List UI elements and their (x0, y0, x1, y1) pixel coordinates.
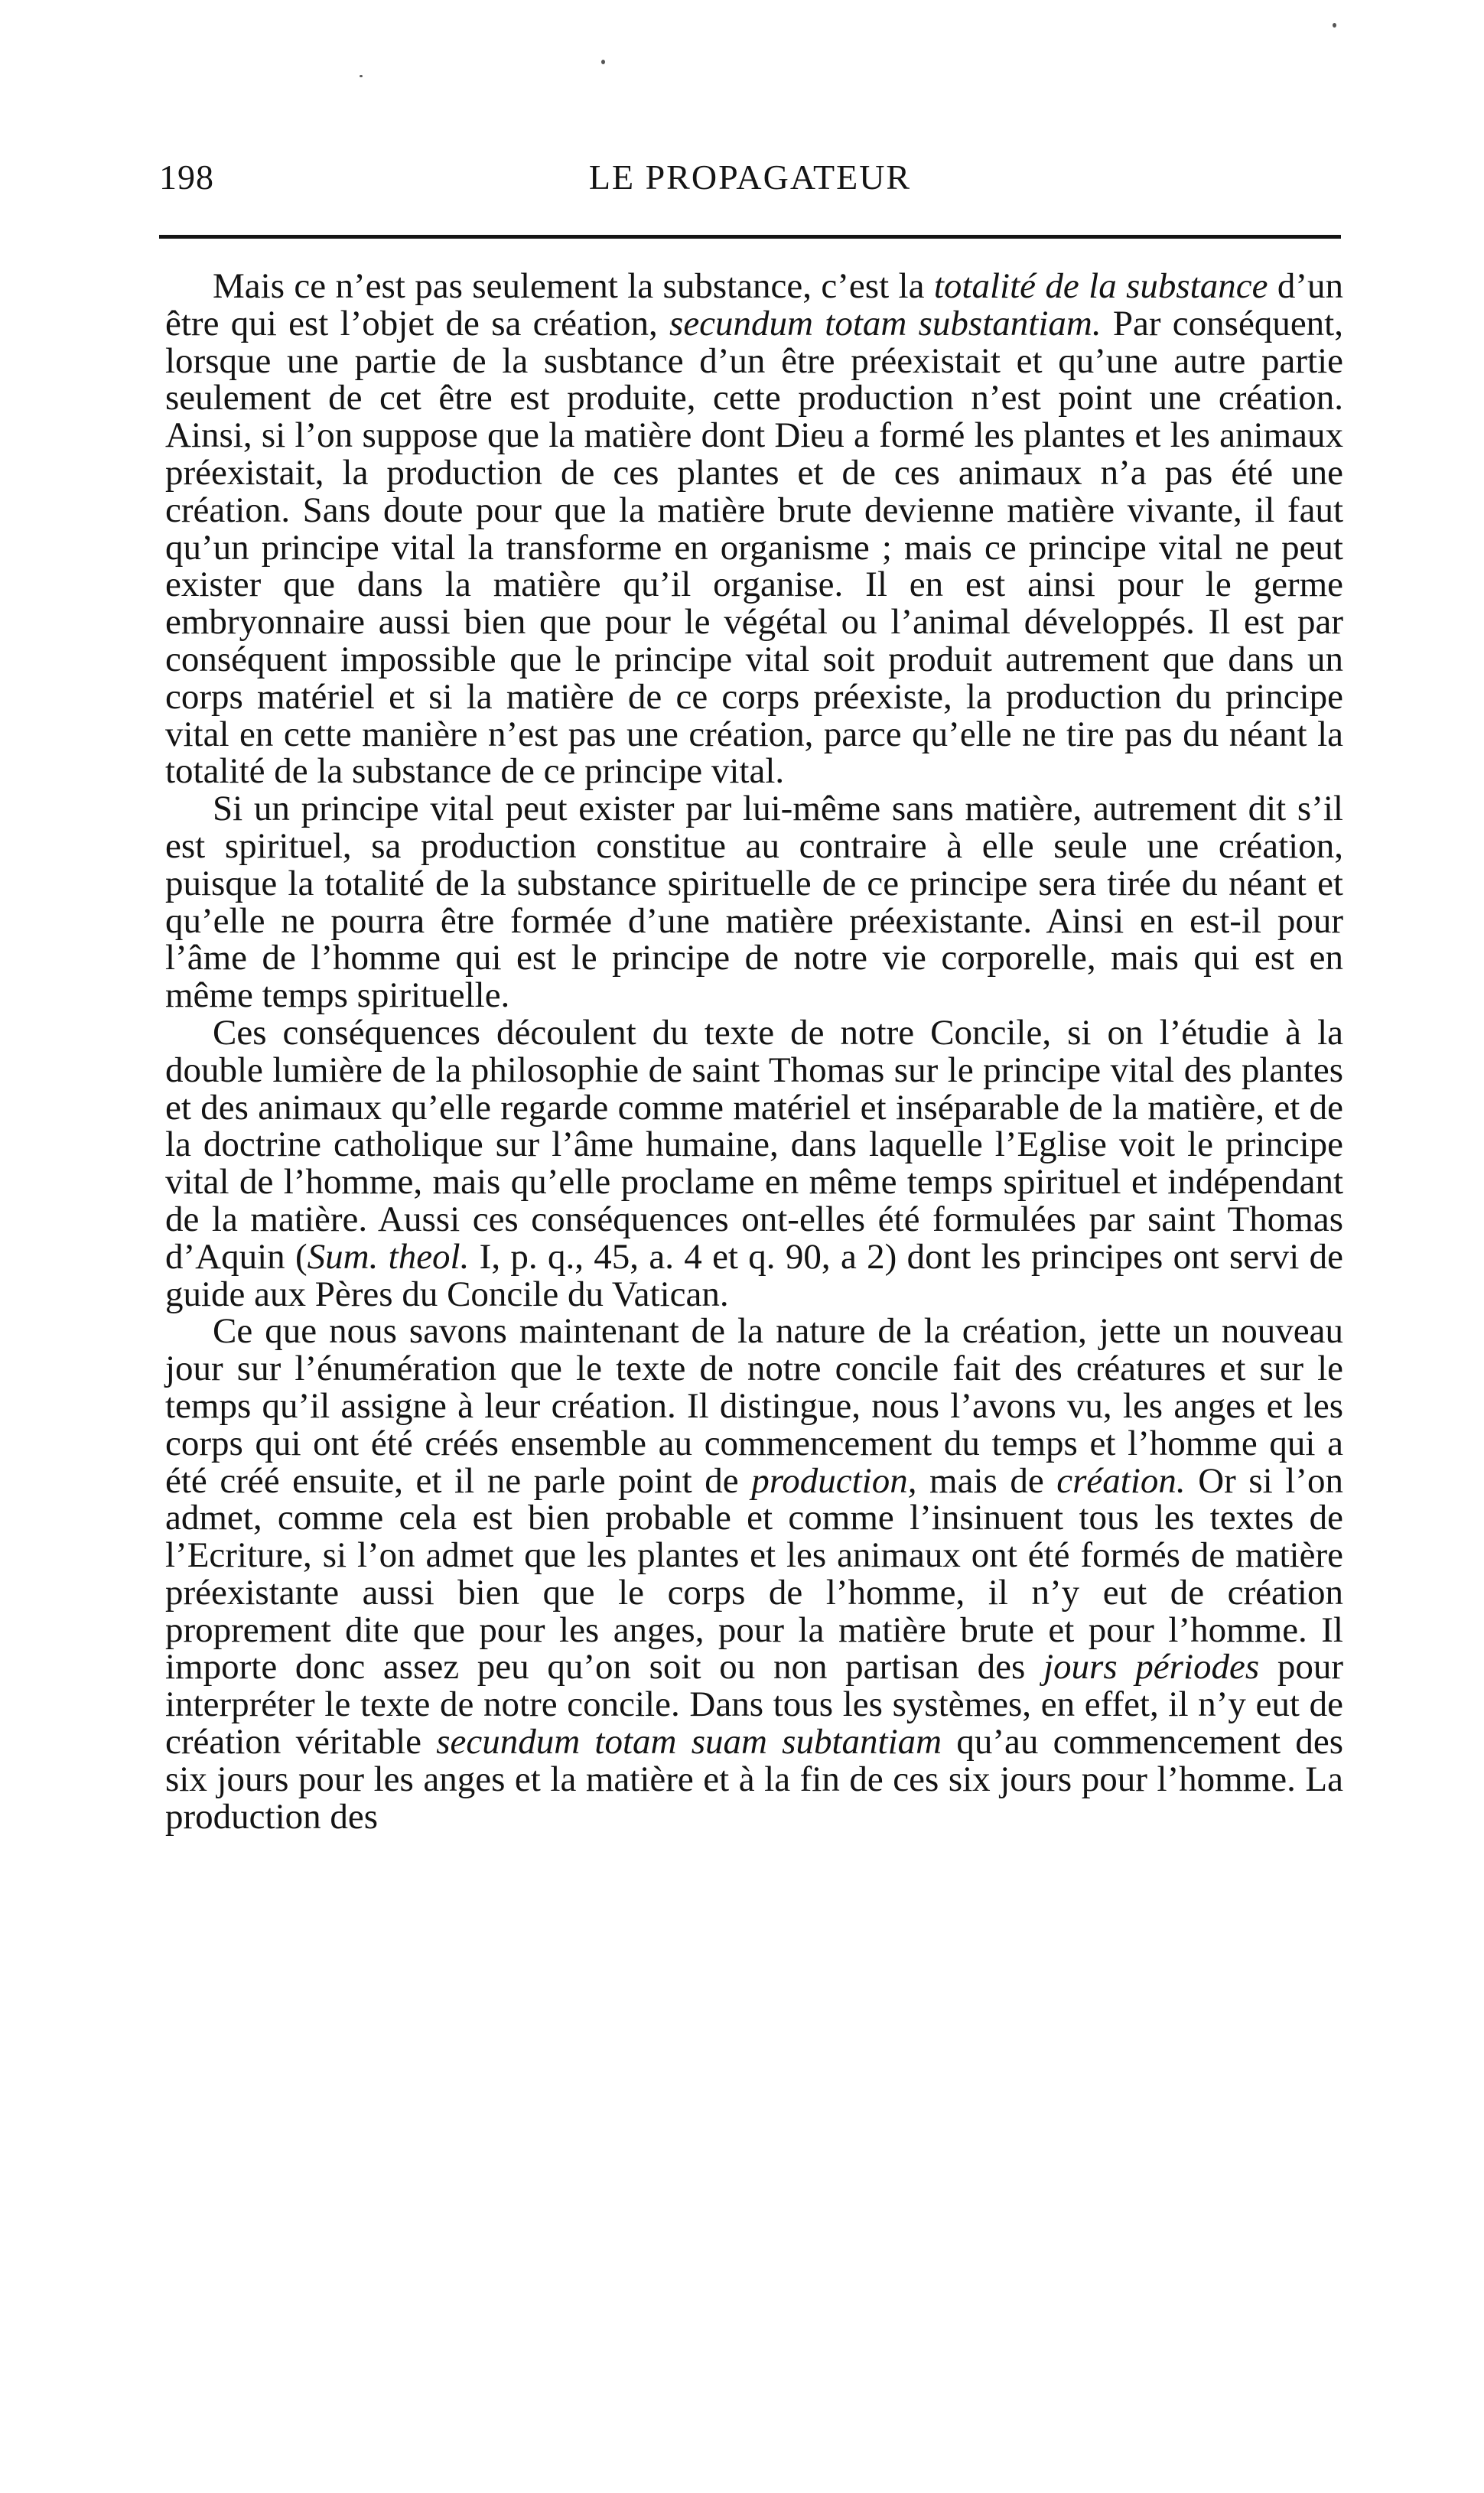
text-run: Par conséquent, lorsque une partie de la susbtance d’un être préexistait et qu’une autre partie seulement de cet être est produite, cette production n’est point une création. Ainsi, si l’on suppose que la matière dont Dieu a formé les plantes et les animaux préexistait, la production de ces plantes et de ces animaux n’a pas été une création. Sans doute pour que la matière brute devienne matière vivante, il faut qu’un principe vital la transforme en organisme ; mais ce principe vital ne peut exister que dans la matière qu’il organise. Il en est ainsi pour le germe embryonnaire aussi bien que pour le végétal ou l’animal développés. Il est par conséquent impossible que le principe vital soit produit autrement que dans un corps matériel et si la matière de ce corps préexiste, la production du principe vital en cette manière n’est pas une création, parce qu’elle ne tire pas du néant la totalité de la substance de ce principe vital. (165, 303, 1343, 792)
header-rule (159, 235, 1341, 239)
paragraph (165, 1313, 1343, 1835)
text-run: Ce que nous savons maintenant de la nature de la création, jette un nouveau jour sur l’énumération que le texte de notre concile fait des créatures et sur le temps qu’il assigne à leur création. Il distingue, nous l’avons vu, les anges et les corps qui ont été créés ensemble au commencement du temps et l’homme qui a été créé ensuite, et il ne parle point de (165, 1311, 1343, 1501)
text-run: Ces conséquences découlent du texte de notre Concile, si on l’étudie à la double lumière de la philosophie de saint Thomas sur le principe vital des plantes et des animaux qu’elle regarde comme matériel et inséparable de la matière, et de la doctrine catholique sur l’âme humaine, dans laquelle l’Eglise voit le principe vital de l’homme, mais qu’elle proclame en même temps spirituel et indépendant de la matière. Aussi ces conséquences ont-elles été formulées par saint Thomas d’Aquin ( (165, 1012, 1343, 1277)
scan-speck (1333, 23, 1336, 28)
body-text (165, 268, 1343, 1835)
page-number: 198 (159, 158, 214, 197)
text-run: I, p. q., 45, a. 4 et q. 90, a 2) dont les principes ont servi de guide aux Pères du Concile du Vatican. (165, 1236, 1343, 1314)
scan-speck (601, 60, 605, 64)
scan-speck (360, 75, 363, 77)
paragraph (165, 268, 1343, 790)
italic-phrase: totalité de la substance (933, 266, 1268, 306)
text-run: d’un être qui est l’objet de sa création, (165, 266, 1343, 343)
paragraph (165, 790, 1343, 1014)
italic-phrase: jours périodes (1043, 1647, 1260, 1687)
text-run: Or si l’on admet, comme cela est bien probable et comme l’insinuent tous les textes de l’Ecriture, si l’on admet que les plantes et les animaux ont été formés de matière préexistante aussi bien que le corps de l’homme, il n’y eut de création proprement dite que pour les anges, pour la matière brute et pour l’homme. Il importe donc assez peu qu’on soit ou non partisan des (165, 1460, 1343, 1687)
italic-phrase: Sum. theol. (307, 1236, 470, 1277)
text-run: Si un principe vital peut exister par lui-même sans matière, autrement dit s’il est spirituel, sa production constitue au contraire à elle seule une création, puisque la totalité de la substance spirituelle de ce principe sera tirée du néant et qu’elle ne pourra être formée d’une matière préexistante. Ainsi en est-il pour l’âme de l’homme qui est le principe de notre vie corporelle, mais qui est en même temps spirituelle. (165, 789, 1343, 1016)
italic-phrase: production, (751, 1460, 917, 1501)
text-run: qu’au commencement des six jours pour les anges et la matière et à la fin de ces six jours pour l’homme. La production des (165, 1722, 1343, 1837)
text-run: pour interpréter le texte de notre concile. Dans tous les systèmes, en effet, il n’y eut de création véritable (165, 1647, 1344, 1762)
italic-phrase: création. (1056, 1460, 1186, 1501)
text-run: Mais ce n’est pas seulement la substance, c’est la (213, 266, 934, 306)
italic-phrase: secundum totam suam subtantiam (436, 1722, 942, 1762)
italic-phrase: secundum totam substantiam. (669, 303, 1102, 343)
running-title: LE PROPAGATEUR (588, 158, 912, 197)
text-run: mais de (916, 1460, 1057, 1501)
page-header (159, 157, 1341, 210)
paragraph (165, 1014, 1343, 1313)
